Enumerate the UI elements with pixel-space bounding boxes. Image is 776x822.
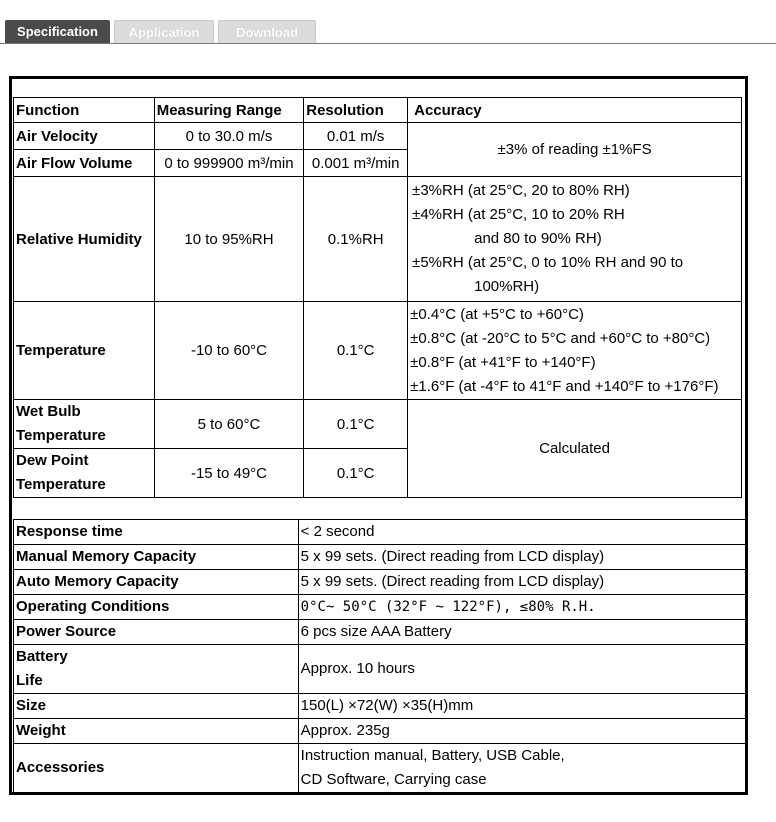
table-row xyxy=(14,302,742,400)
table-row xyxy=(14,123,742,150)
function-label-line: Dew Point xyxy=(16,452,89,469)
range-relative-humidity: 10 to 95%RH xyxy=(154,177,304,302)
label-line: Life xyxy=(16,672,43,689)
range-temperature: -10 to 60°C xyxy=(154,302,304,400)
accuracy-calculated: Calculated xyxy=(408,400,742,498)
tab-bar xyxy=(0,0,776,46)
accuracy-relative-humidity xyxy=(408,177,742,302)
specification-panel xyxy=(9,76,748,795)
value-manual-memory: 5 x 99 sets. (Direct reading from LCD display) xyxy=(298,545,747,570)
table-row xyxy=(14,177,742,302)
label-battery-life xyxy=(14,645,299,694)
function-air-flow-volume: Air Flow Volume xyxy=(14,150,155,177)
function-dew-point-temperature xyxy=(14,449,155,498)
table-row xyxy=(14,645,748,694)
label-weight: Weight xyxy=(14,719,299,744)
resolution-relative-humidity: 0.1%RH xyxy=(304,177,408,302)
table-row xyxy=(14,595,748,620)
header-function: Function xyxy=(14,98,155,123)
accuracy-line: ±0.4°C (at +5°C to +60°C) xyxy=(410,305,584,323)
measurement-spec-table xyxy=(13,97,742,498)
table-row xyxy=(14,570,748,595)
accuracy-line: ±5%RH (at 25°C, 0 to 10% RH and 90 to xyxy=(412,254,684,271)
value-battery-life: Approx. 10 hours xyxy=(298,645,747,694)
function-air-velocity: Air Velocity xyxy=(14,123,155,150)
resolution-air-flow-volume: 0.001 m³/min xyxy=(304,150,408,177)
table-row xyxy=(14,620,748,645)
label-auto-memory: Auto Memory Capacity xyxy=(14,570,299,595)
value-weight: Approx. 235g xyxy=(298,719,747,744)
range-air-velocity: 0 to 30.0 m/s xyxy=(154,123,304,150)
function-label-line: Temperature xyxy=(16,476,106,493)
accuracy-line: ±0.8°F (at +41°F to +140°F) xyxy=(410,353,596,371)
label-operating-conditions: Operating Conditions xyxy=(14,595,299,620)
accuracy-line: 100%RH) xyxy=(474,278,540,295)
table-row xyxy=(14,400,742,449)
function-relative-humidity: Relative Humidity xyxy=(14,177,155,302)
value-operating-conditions: 0°C~ 50°C (32°F ~ 122°F), ≤80% R.H. xyxy=(298,595,747,620)
tab-divider xyxy=(0,43,776,44)
value-auto-memory: 5 x 99 sets. (Direct reading from LCD display) xyxy=(298,570,747,595)
resolution-dew-point: 0.1°C xyxy=(304,449,408,498)
accuracy-line: ±3%RH (at 25°C, 20 to 80% RH) xyxy=(412,182,630,199)
value-size: 150(L) ×72(W) ×35(H)mm xyxy=(298,694,747,719)
label-line: Battery xyxy=(16,648,68,665)
header-accuracy: Accuracy xyxy=(408,98,742,123)
function-label-line: Temperature xyxy=(16,427,106,444)
function-wet-bulb-temperature xyxy=(14,400,155,449)
general-spec-table xyxy=(13,519,748,793)
table-row xyxy=(14,719,748,744)
range-wet-bulb: 5 to 60°C xyxy=(154,400,304,449)
resolution-air-velocity: 0.01 m/s xyxy=(304,123,408,150)
accuracy-line: ±0.8°C (at -20°C to 5°C and +60°C to +80°C) xyxy=(410,329,711,347)
table-row xyxy=(14,744,748,793)
tab-specification[interactable]: Specification xyxy=(5,20,110,44)
resolution-temperature: 0.1°C xyxy=(304,302,408,400)
resolution-wet-bulb: 0.1°C xyxy=(304,400,408,449)
value-accessories xyxy=(298,744,747,793)
table-row xyxy=(14,545,748,570)
table-header-row xyxy=(14,98,742,123)
accuracy-temperature xyxy=(408,302,742,400)
table-row xyxy=(14,694,748,719)
value-power-source: 6 pcs size AAA Battery xyxy=(298,620,747,645)
table-row xyxy=(14,520,748,545)
function-temperature: Temperature xyxy=(14,302,155,400)
function-label-line: Wet Bulb xyxy=(16,403,81,420)
range-dew-point: -15 to 49°C xyxy=(154,449,304,498)
value-line: CD Software, Carrying case xyxy=(300,771,487,788)
header-resolution: Resolution xyxy=(304,98,408,123)
value-response-time: < 2 second xyxy=(298,520,747,545)
accuracy-line: ±4%RH (at 25°C, 10 to 20% RH xyxy=(412,206,625,223)
label-manual-memory: Manual Memory Capacity xyxy=(14,545,299,570)
header-measuring-range: Measuring Range xyxy=(154,98,304,123)
label-response-time: Response time xyxy=(14,520,299,545)
tab-download[interactable]: Download xyxy=(218,20,316,44)
accuracy-air: ±3% of reading ±1%FS xyxy=(408,123,742,177)
accuracy-line: ±1.6°F (at -4°F to 41°F and +140°F to +176°F) xyxy=(410,377,719,395)
value-line: Instruction manual, Battery, USB Cable, xyxy=(300,747,565,764)
label-power-source: Power Source xyxy=(14,620,299,645)
tab-application[interactable]: Application xyxy=(114,20,214,44)
label-accessories: Accessories xyxy=(14,744,299,793)
accuracy-line: and 80 to 90% RH) xyxy=(474,230,602,247)
label-size: Size xyxy=(14,694,299,719)
range-air-flow-volume: 0 to 999900 m³/min xyxy=(154,150,304,177)
